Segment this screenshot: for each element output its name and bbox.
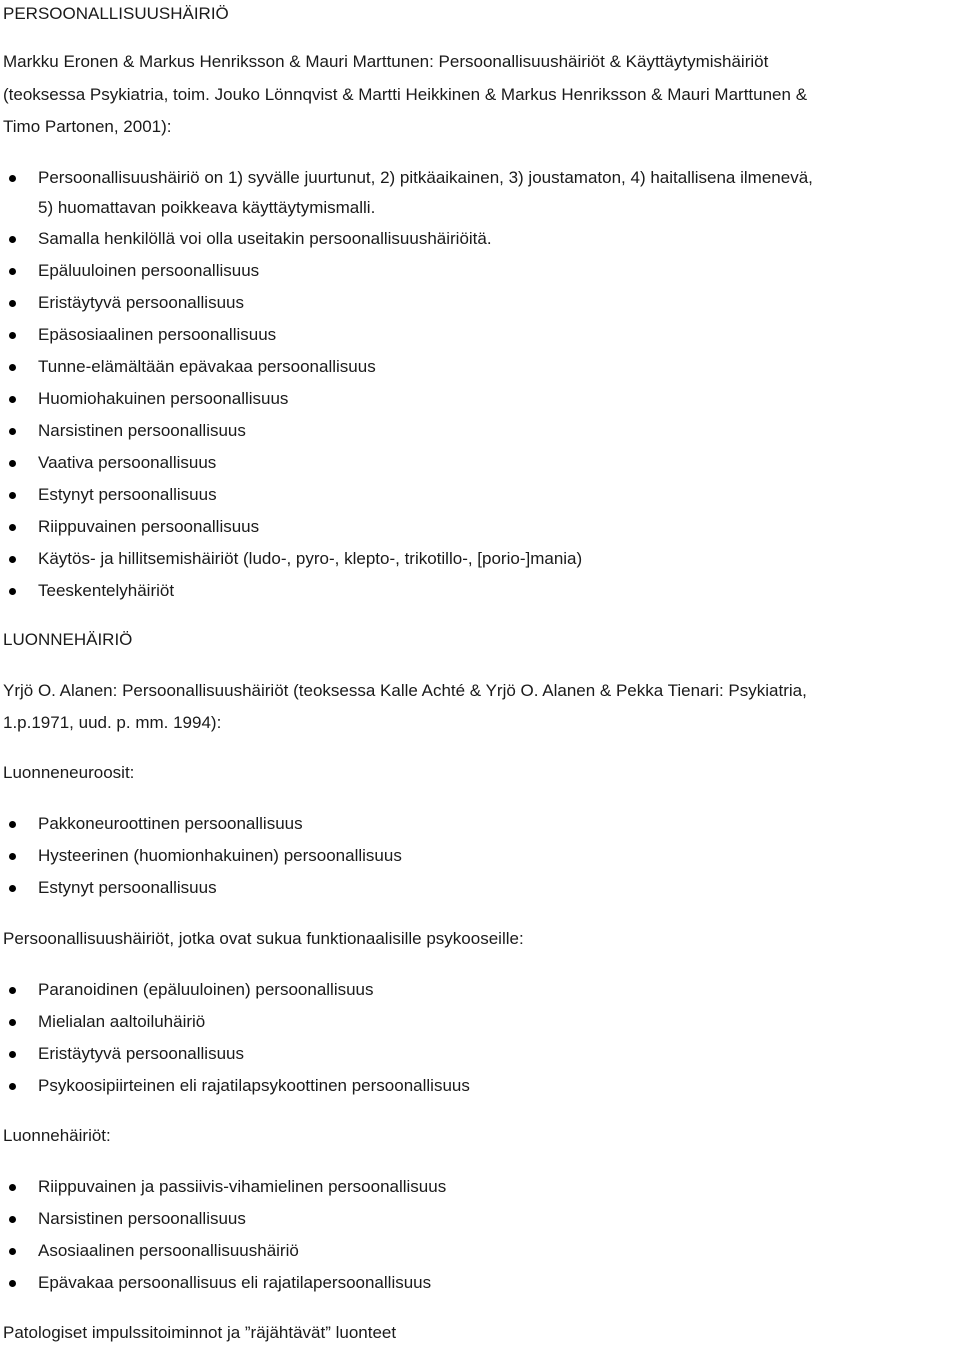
bullet-icon xyxy=(9,175,16,182)
bullet-icon xyxy=(9,268,16,275)
bullet-icon xyxy=(9,1019,16,1026)
bullet-icon xyxy=(9,428,16,435)
list-item-text: 5) huomattavan poikkeava käyttäytymismalli. xyxy=(38,198,376,217)
list-item-text: Teeskentelyhäiriöt xyxy=(38,581,175,600)
list-item-text: Riippuvainen persoonallisuus xyxy=(38,517,260,536)
section-heading-luonnehairio: LUONNEHÄIRIÖ xyxy=(3,630,133,649)
list-item-text: Pakkoneuroottinen persoonallisuus xyxy=(38,814,303,833)
citation-line: (teoksessa Psykiatria, toim. Jouko Lönnqvist & Martti Heikkinen & Markus Henriksson & Mauri Marttunen & xyxy=(3,85,808,104)
list-item-text: Estynyt persoonallisuus xyxy=(38,878,217,897)
section-heading-persoonallisuushairio: PERSOONALLISUUSHÄIRIÖ xyxy=(3,4,229,23)
list-item-text: Narsistinen persoonallisuus xyxy=(38,1209,246,1228)
bullet-icon xyxy=(9,524,16,531)
list-item-text: Epäluuloinen persoonallisuus xyxy=(38,261,260,280)
bullet-icon xyxy=(9,556,16,563)
citation-line: 1.p.1971, uud. p. mm. 1994): xyxy=(3,713,222,732)
list-item-text: Narsistinen persoonallisuus xyxy=(38,421,246,440)
bullet-icon xyxy=(9,236,16,243)
bullet-icon xyxy=(9,300,16,307)
list-item-text: Riippuvainen ja passiivis-vihamielinen persoonallisuus xyxy=(38,1177,447,1196)
bullet-icon xyxy=(9,460,16,467)
list-item-text: Eristäytyvä persoonallisuus xyxy=(38,293,244,312)
list-item-text: Paranoidinen (epäluuloinen) persoonallisuus xyxy=(38,980,374,999)
list-item-text: Psykoosipiirteinen eli rajatilapsykoottinen persoonallisuus xyxy=(38,1076,470,1095)
citation-line: Markku Eronen & Markus Henriksson & Mauri Marttunen: Persoonallisuushäiriöt & Käyttäytymishäiriöt xyxy=(3,52,769,71)
bullet-icon xyxy=(9,396,16,403)
list-item-text: Samalla henkilöllä voi olla useitakin persoonallisuushäiriöitä. xyxy=(38,229,492,248)
list-item-text: Mielialan aaltoiluhäiriö xyxy=(38,1012,206,1031)
bullet-icon xyxy=(9,1248,16,1255)
list-item-text: Hysteerinen (huomionhakuinen) persoonallisuus xyxy=(38,846,402,865)
bullet-icon xyxy=(9,1216,16,1223)
list-item-text: Epäsosiaalinen persoonallisuus xyxy=(38,325,277,344)
list-item-text: Persoonallisuushäiriö on 1) syvälle juurtunut, 2) pitkäaikainen, 3) joustamaton, 4) haitallisena ilmenevä, xyxy=(38,168,813,187)
bullet-icon xyxy=(9,821,16,828)
list-item-text: Estynyt persoonallisuus xyxy=(38,485,217,504)
bullet-icon xyxy=(9,492,16,499)
bullet-icon xyxy=(9,853,16,860)
list-item-text: Tunne-elämältään epävakaa persoonallisuus xyxy=(38,357,376,376)
footer-line: Patologiset impulssitoiminnot ja ”räjähtävät” luonteet xyxy=(3,1323,397,1342)
list-item-text: Eristäytyvä persoonallisuus xyxy=(38,1044,244,1063)
list-item-text: Huomiohakuinen persoonallisuus xyxy=(38,389,289,408)
bullet-icon xyxy=(9,1280,16,1287)
list-item-text: Epävakaa persoonallisuus eli rajatilapersoonallisuus xyxy=(38,1273,432,1292)
bullet-icon xyxy=(9,885,16,892)
bullet-icon xyxy=(9,1083,16,1090)
group-label: Luonnehäiriöt: xyxy=(3,1126,111,1145)
list-item-text: Käytös- ja hillitsemishäiriöt (ludo-, pyro-, klepto-, trikotillo-, [porio-]mania) xyxy=(38,549,583,568)
group-label: Persoonallisuushäiriöt, jotka ovat sukua funktionaalisille psykooseille: xyxy=(3,929,524,948)
bullet-icon xyxy=(9,332,16,339)
bullet-icon xyxy=(9,1051,16,1058)
citation-line: Timo Partonen, 2001): xyxy=(3,117,172,136)
bullet-icon xyxy=(9,987,16,994)
bullet-icon xyxy=(9,1184,16,1191)
bullet-icon xyxy=(9,364,16,371)
group-label: Luonneneuroosit: xyxy=(3,763,135,782)
list-item-text: Vaativa persoonallisuus xyxy=(38,453,217,472)
list-item-text: Asosiaalinen persoonallisuushäiriö xyxy=(38,1241,299,1260)
citation-line: Yrjö O. Alanen: Persoonallisuushäiriöt (teoksessa Kalle Achté & Yrjö O. Alanen & Pekka Tienari: Psykiatria, xyxy=(3,681,807,700)
bullet-icon xyxy=(9,588,16,595)
